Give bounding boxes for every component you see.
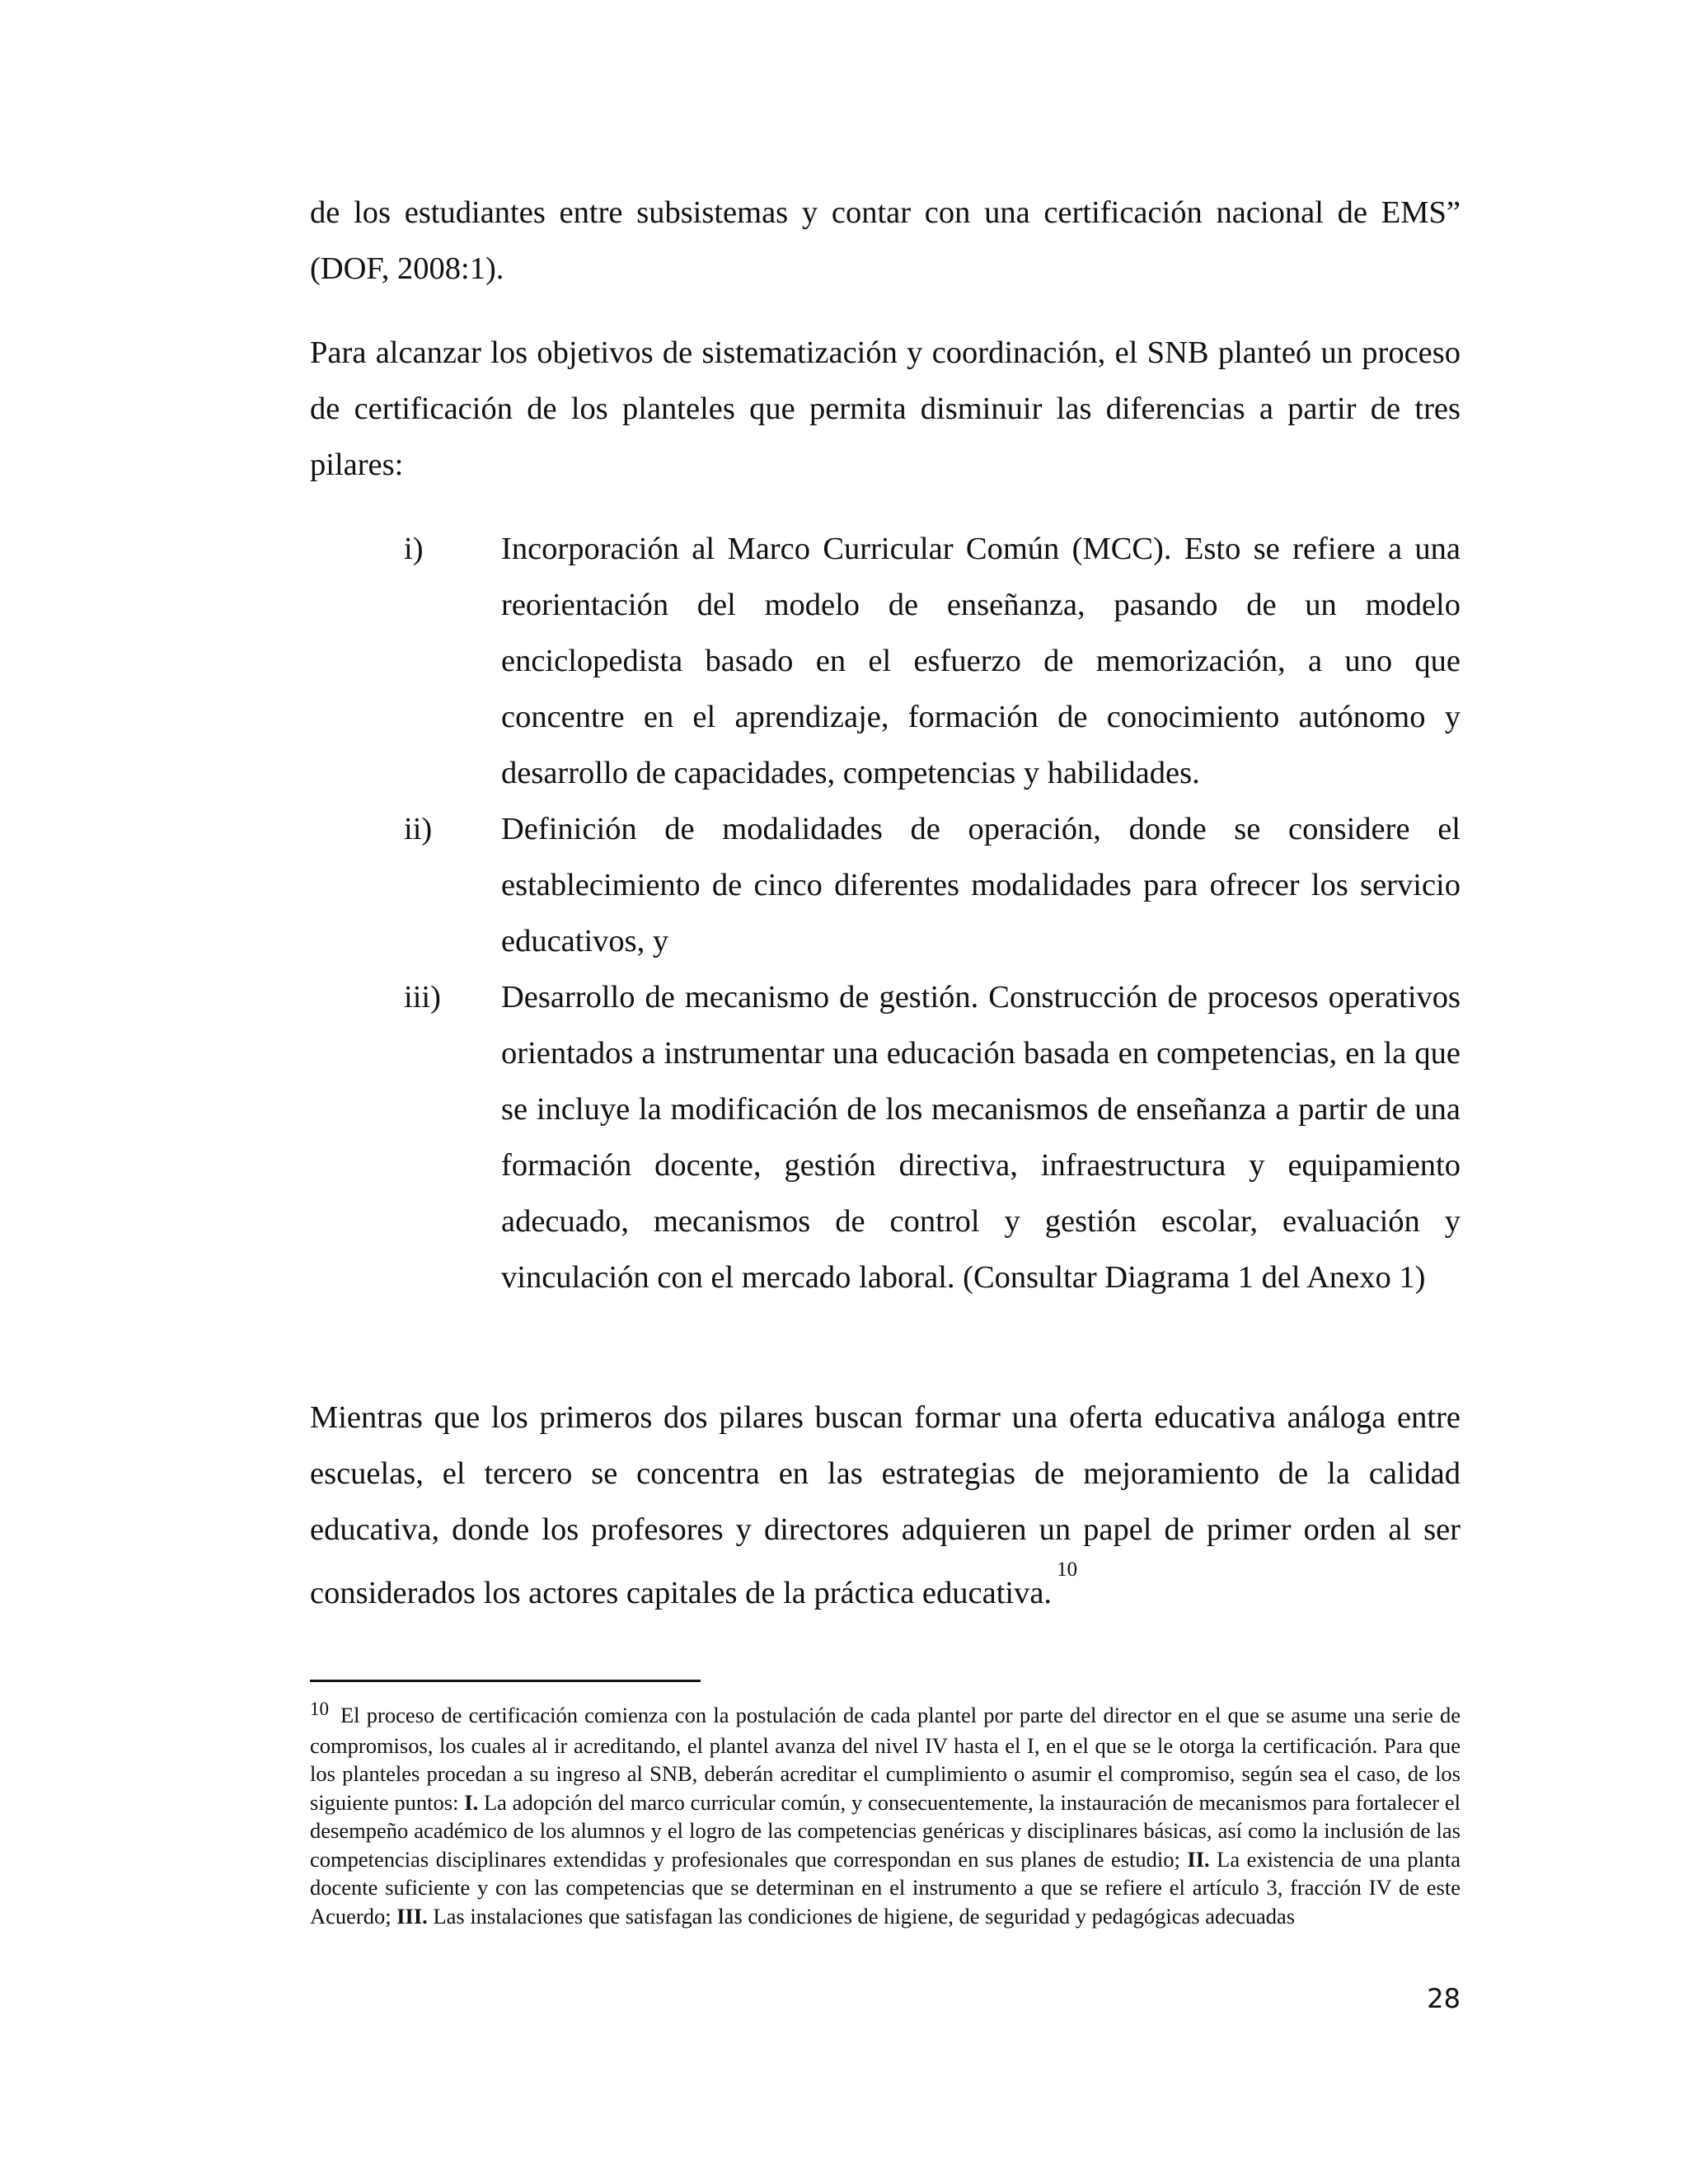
- paragraph-certification-process: Para alcanzar los objetivos de sistematización y coordinación, el SNB planteó un proceso de certificación de los planteles que permita disminuir las diferencias a partir de tres pilares:: [310, 335, 1461, 482]
- list-marker: iii): [404, 980, 441, 1015]
- footnote-point-marker: I.: [464, 1789, 479, 1815]
- list-item: [310, 801, 1461, 969]
- footnote-text: La adopción del marco curricular común, y consecuentemente, la instauración de mecanismos para fortalecer el desempeño académico de los alumnos y el logro de las competencias genéricas y disciplinares básicas, así como la inclusión de las competencias disciplinares extendidas y profesionales que correspondan en sus planes de estudio;: [310, 1789, 1461, 1872]
- footnote-number: 10: [310, 1699, 329, 1719]
- list-item: [310, 969, 1461, 1305]
- footnote-text: El proceso de certificación comienza con la postulación de cada plantel por parte del director en el que se asume una serie de compromisos, los cuales al ir acreditando, el plantel avanza del nivel IV hasta el I, en el que se le otorga la certificación. Para que los planteles procedan a su ingreso al SNB, deberán acreditar el cumplimiento o asumir el compromiso, según sea el caso, de los siguiente puntos:: [310, 1703, 1461, 1815]
- footnote-text: La existencia de una planta docente suficiente y con las competencias que se determinan en el instrumento a que se refiere el artículo 3, fracción IV de este Acuerdo;: [310, 1846, 1461, 1929]
- list-item-text: Definición de modalidades de operación, donde se considere el establecimiento de cinco diferentes modalidades para ofrecer los servicio educativos, y: [501, 812, 1461, 958]
- footnote-point-marker: III.: [396, 1903, 428, 1929]
- paragraph-pillars-summary: [310, 1390, 1461, 1621]
- footnote-separator: [310, 1680, 701, 1682]
- list-marker: i): [404, 532, 424, 566]
- footnote-point-marker: II.: [1187, 1846, 1210, 1872]
- footnote-reference: 10: [1057, 1558, 1078, 1581]
- footnote: [310, 1701, 1461, 1930]
- list-item: [310, 521, 1461, 801]
- paragraph-intro-continuation: de los estudiantes entre subsistemas y contar con una certificación nacional de EMS” (DOF, 2008:1).: [310, 195, 1461, 286]
- paragraph-text: Mientras que los primeros dos pilares buscan formar una oferta educativa análoga entre escuelas, el tercero se concentra en las estrategias de mejoramiento de la calidad educativa, donde los profesores y directores adquieren un papel de primer orden al ser considerados los actores capitales de la práctica educativa.: [310, 1400, 1461, 1610]
- list-marker: ii): [404, 812, 433, 846]
- list-item-text: Desarrollo de mecanismo de gestión. Construcción de procesos operativos orientados a instrumentar una educación basada en competencias, en la que se incluye la modificación de los mecanismos de enseñanza a partir de una formación docente, gestión directiva, infraestructura y equipamiento adecuado, mecanismos de control y gestión escolar, evaluación y vinculación con el mercado laboral. (Consultar Diagrama 1 del Anexo 1): [501, 980, 1461, 1295]
- footnote-text: Las instalaciones que satisfagan las condiciones de higiene, de seguridad y pedagógicas adecuadas: [433, 1903, 1296, 1929]
- list-item-text: Incorporación al Marco Curricular Común (MCC). Esto se refiere a una reorientación del modelo de enseñanza, pasando de un modelo enciclopedista basado en el esfuerzo de memorización, a uno que concentre en el aprendizaje, formación de conocimiento autónomo y desarrollo de capacidades, competencias y habilidades.: [501, 532, 1461, 790]
- pillars-list: [310, 521, 1461, 1305]
- page-number: 28: [1427, 1983, 1461, 2014]
